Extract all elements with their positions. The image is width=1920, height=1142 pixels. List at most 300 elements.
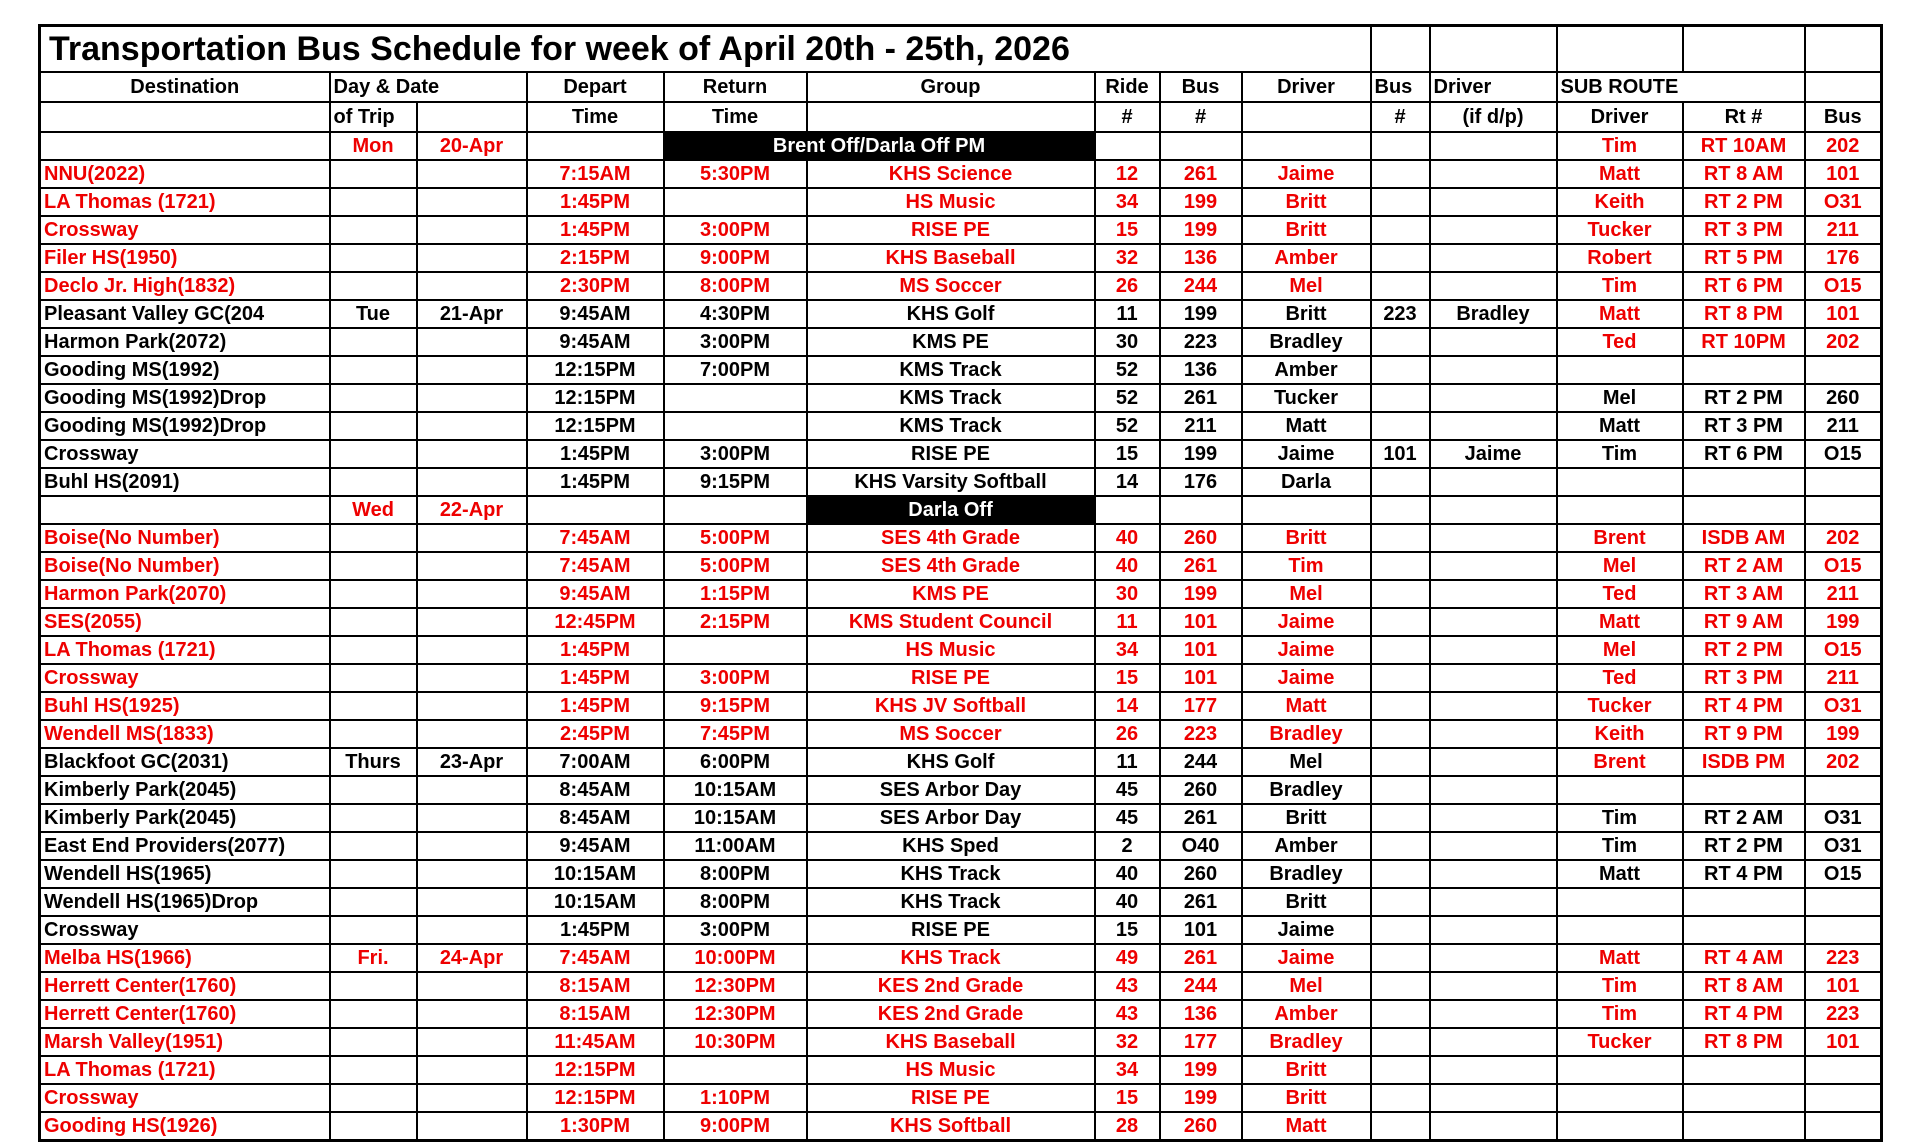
cell-bus-num-2 xyxy=(1371,468,1430,496)
cell-sub-driver: Tim xyxy=(1557,1000,1683,1028)
cell-depart-time: 7:45AM xyxy=(527,944,664,972)
cell-destination: SES(2055) xyxy=(40,608,330,636)
cell-driver-if-dp xyxy=(1430,664,1557,692)
cell-sub-rt-num: RT 6 PM xyxy=(1683,440,1805,468)
cell-day xyxy=(330,1000,417,1028)
cell-return-time: 10:15AM xyxy=(664,776,807,804)
cell-sub-rt-num: RT 3 PM xyxy=(1683,412,1805,440)
cell-group: KES 2nd Grade xyxy=(807,972,1095,1000)
cell-return-time: 5:00PM xyxy=(664,552,807,580)
cell-group: RISE PE xyxy=(807,1084,1095,1112)
cell-driver-if-dp xyxy=(1430,888,1557,916)
cell-day xyxy=(330,1112,417,1141)
header-rt-num: Rt # xyxy=(1683,102,1805,132)
cell-driver-if-dp xyxy=(1430,412,1557,440)
cell-destination: Herrett Center(1760) xyxy=(40,972,330,1000)
cell-driver-if-dp xyxy=(1430,972,1557,1000)
cell-bus-num xyxy=(1160,132,1242,160)
header-row-1 xyxy=(40,72,1882,102)
table-row xyxy=(40,1000,1882,1028)
cell-return-time xyxy=(664,384,807,412)
cell-depart-time: 7:15AM xyxy=(527,160,664,188)
cell-driver: Jaime xyxy=(1242,160,1371,188)
cell-day: Thurs xyxy=(330,748,417,776)
cell-sub-driver: Keith xyxy=(1557,720,1683,748)
cell-sub-driver: Robert xyxy=(1557,244,1683,272)
cell-day xyxy=(330,720,417,748)
cell-bus-num-2 xyxy=(1371,720,1430,748)
cell-sub-driver: Keith xyxy=(1557,188,1683,216)
cell-bus-num-2 xyxy=(1371,832,1430,860)
cell-group: KMS Track xyxy=(807,412,1095,440)
cell-sub-driver: Tucker xyxy=(1557,692,1683,720)
cell-day xyxy=(330,524,417,552)
cell-bus-num: 261 xyxy=(1160,888,1242,916)
cell-group: KHS Golf xyxy=(807,300,1095,328)
cell-ride-num xyxy=(1095,132,1160,160)
cell-date xyxy=(417,244,527,272)
header-sub-bus: Bus xyxy=(1805,102,1882,132)
cell-depart-time: 9:45AM xyxy=(527,300,664,328)
cell-ride-num: 30 xyxy=(1095,328,1160,356)
table-row xyxy=(40,328,1882,356)
cell-bus-num: 136 xyxy=(1160,356,1242,384)
cell-ride-num: 49 xyxy=(1095,944,1160,972)
cell-sub-bus: 101 xyxy=(1805,972,1882,1000)
cell-bus-num: 261 xyxy=(1160,944,1242,972)
cell-return-time: 8:00PM xyxy=(664,272,807,300)
cell-day: Wed xyxy=(330,496,417,524)
cell-bus-num xyxy=(1160,496,1242,524)
cell-destination: Wendell HS(1965)Drop xyxy=(40,888,330,916)
cell-driver-if-dp xyxy=(1430,328,1557,356)
cell-driver-if-dp xyxy=(1430,608,1557,636)
cell-sub-bus: O31 xyxy=(1805,832,1882,860)
cell-day xyxy=(330,608,417,636)
cell-sub-driver: Ted xyxy=(1557,664,1683,692)
cell-sub-driver: Tim xyxy=(1557,972,1683,1000)
cell-depart-time: 10:15AM xyxy=(527,888,664,916)
cell-ride-num: 2 xyxy=(1095,832,1160,860)
cell-sub-driver xyxy=(1557,916,1683,944)
cell-bus-num-2 xyxy=(1371,1000,1430,1028)
table-row xyxy=(40,300,1882,328)
cell-bus-num-2 xyxy=(1371,272,1430,300)
cell-day: Fri. xyxy=(330,944,417,972)
cell-bus-num: 223 xyxy=(1160,720,1242,748)
cell-bus-num-2 xyxy=(1371,412,1430,440)
cell-day xyxy=(330,664,417,692)
cell-sub-bus: O15 xyxy=(1805,860,1882,888)
cell-sub-driver: Tim xyxy=(1557,132,1683,160)
table-row xyxy=(40,524,1882,552)
cell-driver-if-dp xyxy=(1430,944,1557,972)
cell-ride-num: 15 xyxy=(1095,1084,1160,1112)
cell-date xyxy=(417,272,527,300)
table-row xyxy=(40,944,1882,972)
table-row xyxy=(40,160,1882,188)
cell-sub-driver xyxy=(1557,888,1683,916)
cell-ride-num: 32 xyxy=(1095,244,1160,272)
cell-return-time: 12:30PM xyxy=(664,1000,807,1028)
cell-driver xyxy=(1242,132,1371,160)
cell-sub-bus xyxy=(1805,916,1882,944)
cell-driver-if-dp xyxy=(1430,188,1557,216)
cell-bus-num: 101 xyxy=(1160,608,1242,636)
cell-bus-num-2 xyxy=(1371,636,1430,664)
cell-day xyxy=(330,1084,417,1112)
cell-sub-driver xyxy=(1557,468,1683,496)
table-row xyxy=(40,440,1882,468)
cell-driver: Bradley xyxy=(1242,720,1371,748)
table-row xyxy=(40,720,1882,748)
cell-driver: Britt xyxy=(1242,888,1371,916)
cell-depart-time: 1:45PM xyxy=(527,916,664,944)
table-row xyxy=(40,832,1882,860)
cell-date xyxy=(417,860,527,888)
cell-group: KHS Softball xyxy=(807,1112,1095,1141)
cell-sub-driver: Brent xyxy=(1557,524,1683,552)
cell-destination: Gooding MS(1992)Drop xyxy=(40,412,330,440)
table-row xyxy=(40,552,1882,580)
cell-day xyxy=(330,244,417,272)
cell-sub-rt-num: RT 4 PM xyxy=(1683,860,1805,888)
cell-driver-if-dp xyxy=(1430,216,1557,244)
cell-return-time: 5:00PM xyxy=(664,524,807,552)
cell-sub-driver: Matt xyxy=(1557,160,1683,188)
cell-sub-rt-num: RT 2 PM xyxy=(1683,384,1805,412)
cell-depart-time: 7:45AM xyxy=(527,552,664,580)
table-row xyxy=(40,272,1882,300)
cell-return-time: 7:00PM xyxy=(664,356,807,384)
cell-bus-num-2 xyxy=(1371,692,1430,720)
cell-depart-time: 1:45PM xyxy=(527,188,664,216)
cell-bus-num: 211 xyxy=(1160,412,1242,440)
header-depart-time: Time xyxy=(527,102,664,132)
cell-depart-time: 8:15AM xyxy=(527,1000,664,1028)
cell-date xyxy=(417,1000,527,1028)
cell-bus-num-2 xyxy=(1371,804,1430,832)
title-blank-cell xyxy=(1557,26,1683,73)
header-row-2 xyxy=(40,102,1882,132)
cell-sub-rt-num: RT 9 AM xyxy=(1683,608,1805,636)
page-title: Transportation Bus Schedule for week of April 20th - 25th, 2026 xyxy=(40,26,1371,73)
cell-destination xyxy=(40,496,330,524)
cell-ride-num: 15 xyxy=(1095,216,1160,244)
cell-group: HS Music xyxy=(807,1056,1095,1084)
cell-date xyxy=(417,692,527,720)
cell-ride-num: 28 xyxy=(1095,1112,1160,1141)
table-row xyxy=(40,608,1882,636)
cell-ride-num: 34 xyxy=(1095,1056,1160,1084)
cell-driver: Mel xyxy=(1242,972,1371,1000)
cell-driver: Britt xyxy=(1242,1056,1371,1084)
cell-depart-time: 8:15AM xyxy=(527,972,664,1000)
cell-bus-num-2 xyxy=(1371,776,1430,804)
cell-destination: Crossway xyxy=(40,1084,330,1112)
cell-depart-time: 12:15PM xyxy=(527,412,664,440)
header-ride-hash: # xyxy=(1095,102,1160,132)
cell-driver-if-dp: Jaime xyxy=(1430,440,1557,468)
table-row xyxy=(40,132,1882,160)
cell-return-time: 8:00PM xyxy=(664,888,807,916)
cell-bus-num-2 xyxy=(1371,552,1430,580)
cell-driver-if-dp xyxy=(1430,1084,1557,1112)
cell-driver: Jaime xyxy=(1242,944,1371,972)
cell-day xyxy=(330,384,417,412)
cell-return-time xyxy=(664,636,807,664)
cell-date xyxy=(417,188,527,216)
cell-driver: Jaime xyxy=(1242,664,1371,692)
table-row xyxy=(40,692,1882,720)
cell-sub-bus: 199 xyxy=(1805,608,1882,636)
cell-group: MS Soccer xyxy=(807,272,1095,300)
cell-sub-rt-num: RT 2 AM xyxy=(1683,804,1805,832)
cell-destination: LA Thomas (1721) xyxy=(40,188,330,216)
cell-destination: NNU(2022) xyxy=(40,160,330,188)
cell-driver: Britt xyxy=(1242,524,1371,552)
cell-depart-time: 9:45AM xyxy=(527,832,664,860)
header-driver-2: Driver xyxy=(1430,72,1557,102)
cell-day xyxy=(330,328,417,356)
cell-return-time: 6:00PM xyxy=(664,748,807,776)
cell-day xyxy=(330,580,417,608)
cell-bus-num: 199 xyxy=(1160,580,1242,608)
cell-destination: Melba HS(1966) xyxy=(40,944,330,972)
cell-sub-bus: 202 xyxy=(1805,132,1882,160)
cell-driver: Jaime xyxy=(1242,608,1371,636)
cell-bus-num: 261 xyxy=(1160,384,1242,412)
cell-bus-num-2 xyxy=(1371,860,1430,888)
cell-group: KES 2nd Grade xyxy=(807,1000,1095,1028)
cell-return-time: 11:00AM xyxy=(664,832,807,860)
cell-group: KMS Track xyxy=(807,356,1095,384)
cell-sub-rt-num xyxy=(1683,1112,1805,1141)
cell-sub-bus: O15 xyxy=(1805,552,1882,580)
cell-sub-rt-num: RT 3 AM xyxy=(1683,580,1805,608)
cell-depart-time: 7:45AM xyxy=(527,524,664,552)
cell-driver-if-dp xyxy=(1430,860,1557,888)
cell-day xyxy=(330,468,417,496)
cell-driver-if-dp xyxy=(1430,720,1557,748)
cell-depart-time: 12:45PM xyxy=(527,608,664,636)
cell-ride-num: 15 xyxy=(1095,916,1160,944)
cell-bus-num-2 xyxy=(1371,1084,1430,1112)
cell-driver-if-dp xyxy=(1430,384,1557,412)
cell-group: KMS PE xyxy=(807,328,1095,356)
cell-depart-time: 12:15PM xyxy=(527,384,664,412)
cell-group: RISE PE xyxy=(807,664,1095,692)
cell-ride-num: 52 xyxy=(1095,384,1160,412)
cell-driver: Bradley xyxy=(1242,860,1371,888)
cell-date: 21-Apr xyxy=(417,300,527,328)
cell-driver: Amber xyxy=(1242,832,1371,860)
cell-bus-num: 136 xyxy=(1160,1000,1242,1028)
cell-bus-num-2 xyxy=(1371,580,1430,608)
cell-ride-num: 11 xyxy=(1095,748,1160,776)
cell-date xyxy=(417,384,527,412)
cell-sub-rt-num: RT 8 AM xyxy=(1683,972,1805,1000)
cell-sub-driver: Matt xyxy=(1557,860,1683,888)
cell-depart-time: 11:45AM xyxy=(527,1028,664,1056)
cell-ride-num: 11 xyxy=(1095,300,1160,328)
header-of-trip: of Trip xyxy=(330,102,417,132)
cell-sub-rt-num: RT 8 PM xyxy=(1683,300,1805,328)
cell-bus-num: 199 xyxy=(1160,440,1242,468)
cell-sub-bus: O15 xyxy=(1805,272,1882,300)
table-row xyxy=(40,916,1882,944)
header-driver: Driver xyxy=(1242,72,1371,102)
cell-destination: LA Thomas (1721) xyxy=(40,636,330,664)
table-row xyxy=(40,580,1882,608)
cell-bus-num-2 xyxy=(1371,244,1430,272)
cell-driver-if-dp xyxy=(1430,132,1557,160)
cell-driver-if-dp xyxy=(1430,1028,1557,1056)
cell-bus-num-2 xyxy=(1371,916,1430,944)
cell-driver: Darla xyxy=(1242,468,1371,496)
cell-bus-num-2: 101 xyxy=(1371,440,1430,468)
cell-return-time: 7:45PM xyxy=(664,720,807,748)
cell-driver: Amber xyxy=(1242,244,1371,272)
header-sub-route: SUB ROUTE xyxy=(1557,72,1805,102)
cell-sub-rt-num: RT 9 PM xyxy=(1683,720,1805,748)
cell-return-time: 9:15PM xyxy=(664,692,807,720)
cell-sub-driver xyxy=(1557,776,1683,804)
cell-group: KMS Student Council xyxy=(807,608,1095,636)
cell-driver: Matt xyxy=(1242,1112,1371,1141)
cell-sub-rt-num: RT 8 PM xyxy=(1683,1028,1805,1056)
cell-driver: Mel xyxy=(1242,272,1371,300)
cell-ride-num: 40 xyxy=(1095,524,1160,552)
cell-day xyxy=(330,552,417,580)
cell-day xyxy=(330,412,417,440)
cell-ride-num: 15 xyxy=(1095,440,1160,468)
cell-bus-num-2 xyxy=(1371,944,1430,972)
cell-sub-bus: 211 xyxy=(1805,412,1882,440)
table-row xyxy=(40,860,1882,888)
cell-bus-num: 260 xyxy=(1160,776,1242,804)
cell-depart-time: 2:30PM xyxy=(527,272,664,300)
cell-sub-driver: Tim xyxy=(1557,272,1683,300)
cell-bus-num: 199 xyxy=(1160,1084,1242,1112)
cell-bus-num: 101 xyxy=(1160,664,1242,692)
cell-bus-num-2 xyxy=(1371,160,1430,188)
cell-ride-num: 26 xyxy=(1095,720,1160,748)
table-row xyxy=(40,748,1882,776)
cell-bus-num: 136 xyxy=(1160,244,1242,272)
cell-driver-if-dp xyxy=(1430,552,1557,580)
cell-driver: Tucker xyxy=(1242,384,1371,412)
cell-sub-driver: Matt xyxy=(1557,412,1683,440)
cell-bus-num-2 xyxy=(1371,972,1430,1000)
cell-day xyxy=(330,160,417,188)
cell-driver: Matt xyxy=(1242,412,1371,440)
cell-return-time: 3:00PM xyxy=(664,916,807,944)
table-row xyxy=(40,496,1882,524)
cell-date xyxy=(417,720,527,748)
cell-return-time: 3:00PM xyxy=(664,664,807,692)
cell-date xyxy=(417,636,527,664)
cell-destination: Kimberly Park(2045) xyxy=(40,804,330,832)
cell-date: 22-Apr xyxy=(417,496,527,524)
table-row xyxy=(40,636,1882,664)
table-row xyxy=(40,356,1882,384)
cell-sub-bus: 223 xyxy=(1805,1000,1882,1028)
cell-day xyxy=(330,636,417,664)
cell-depart-time: 2:15PM xyxy=(527,244,664,272)
cell-sub-driver: Mel xyxy=(1557,636,1683,664)
cell-group: SES 4th Grade xyxy=(807,552,1095,580)
cell-destination: Gooding MS(1992) xyxy=(40,356,330,384)
cell-group: KMS Track xyxy=(807,384,1095,412)
cell-depart-time: 9:45AM xyxy=(527,328,664,356)
cell-destination: Filer HS(1950) xyxy=(40,244,330,272)
cell-sub-driver: Matt xyxy=(1557,944,1683,972)
cell-destination: Buhl HS(1925) xyxy=(40,692,330,720)
cell-return-time: 2:15PM xyxy=(664,608,807,636)
cell-destination: Marsh Valley(1951) xyxy=(40,1028,330,1056)
cell-day xyxy=(330,440,417,468)
cell-sub-rt-num: RT 8 AM xyxy=(1683,160,1805,188)
cell-day xyxy=(330,776,417,804)
cell-sub-bus: 211 xyxy=(1805,580,1882,608)
cell-bus-num: 244 xyxy=(1160,972,1242,1000)
cell-return-time: 10:00PM xyxy=(664,944,807,972)
cell-sub-driver xyxy=(1557,496,1683,524)
cell-group: KMS PE xyxy=(807,580,1095,608)
header-bus: Bus xyxy=(1160,72,1242,102)
cell-date xyxy=(417,888,527,916)
cell-depart-time xyxy=(527,496,664,524)
cell-group: RISE PE xyxy=(807,440,1095,468)
table-row xyxy=(40,412,1882,440)
table-row xyxy=(40,188,1882,216)
cell-date xyxy=(417,916,527,944)
cell-sub-bus: O15 xyxy=(1805,440,1882,468)
cell-bus-num-2 xyxy=(1371,496,1430,524)
cell-bus-num: 199 xyxy=(1160,1056,1242,1084)
cell-day xyxy=(330,356,417,384)
header-return: Return xyxy=(664,72,807,102)
cell-driver-if-dp xyxy=(1430,160,1557,188)
cell-driver: Britt xyxy=(1242,216,1371,244)
schedule-body xyxy=(40,132,1882,1141)
cell-sub-driver: Matt xyxy=(1557,608,1683,636)
cell-date xyxy=(417,468,527,496)
cell-sub-driver xyxy=(1557,1084,1683,1112)
cell-depart-time xyxy=(527,132,664,160)
header-bus-2-hash: # xyxy=(1371,102,1430,132)
cell-sub-bus xyxy=(1805,468,1882,496)
cell-sub-driver: Matt xyxy=(1557,300,1683,328)
table-row xyxy=(40,244,1882,272)
cell-date xyxy=(417,356,527,384)
cell-group: RISE PE xyxy=(807,916,1095,944)
cell-sub-rt-num xyxy=(1683,496,1805,524)
cell-driver: Mel xyxy=(1242,748,1371,776)
cell-day: Tue xyxy=(330,300,417,328)
header-if-dp: (if d/p) xyxy=(1430,102,1557,132)
cell-bus-num: 176 xyxy=(1160,468,1242,496)
cell-return-time: 9:00PM xyxy=(664,244,807,272)
header-sub-driver: Driver xyxy=(1557,102,1683,132)
cell-sub-rt-num: RT 2 PM xyxy=(1683,636,1805,664)
cell-day xyxy=(330,916,417,944)
cell-bus-num: O40 xyxy=(1160,832,1242,860)
title-blank-cell xyxy=(1371,26,1430,73)
cell-driver: Britt xyxy=(1242,188,1371,216)
cell-sub-driver: Tim xyxy=(1557,440,1683,468)
